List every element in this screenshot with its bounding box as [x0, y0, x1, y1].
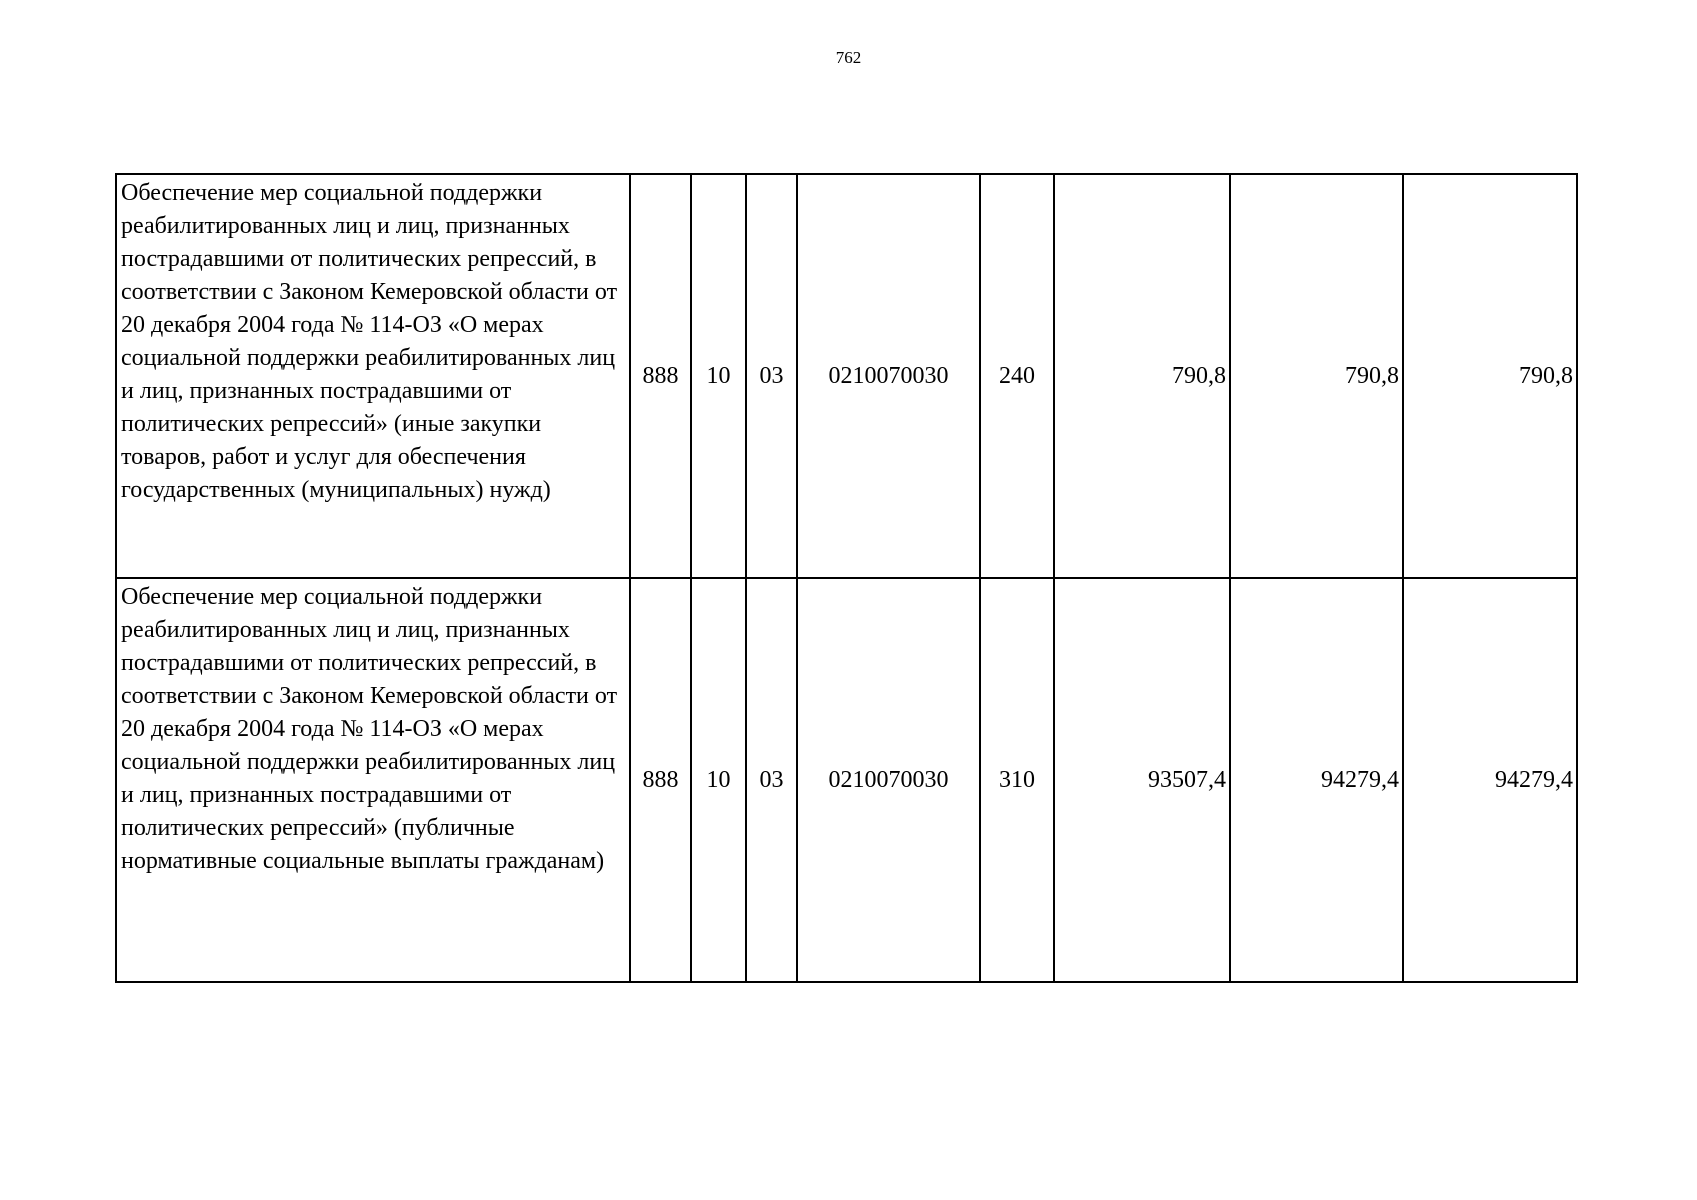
subsection-cell: 03	[746, 174, 797, 578]
expense-type-cell: 310	[980, 578, 1054, 982]
amount-year-2-cell: 790,8	[1230, 174, 1403, 578]
expense-type-cell: 240	[980, 174, 1054, 578]
amount-year-1-cell: 790,8	[1054, 174, 1230, 578]
table-row	[116, 578, 1577, 982]
target-article-cell: 0210070030	[797, 174, 980, 578]
ministry-code-cell: 888	[630, 174, 691, 578]
section-cell: 10	[691, 578, 746, 982]
page-number: 762	[835, 48, 862, 67]
amount-year-3-cell: 94279,4	[1403, 578, 1577, 982]
budget-table	[115, 173, 1578, 983]
ministry-code-cell: 888	[630, 578, 691, 982]
target-article-cell: 0210070030	[797, 578, 980, 982]
table-row	[116, 174, 1577, 578]
subsection-cell: 03	[746, 578, 797, 982]
amount-year-3-cell: 790,8	[1403, 174, 1577, 578]
row-description: Обеспечение мер социальной поддержки реабилитированных лиц и лиц, признанных пострадавшими от политических репрессий, в соответствии с Законом Кемеровской области от 20 декабря 2004 года № 114-ОЗ «О мерах социальной поддержки реабилитированных лиц и лиц, признанных пострадавшими от политических репрессий» (публичные нормативные социальные выплаты гражданам)	[116, 578, 630, 982]
amount-year-1-cell: 93507,4	[1054, 578, 1230, 982]
amount-year-2-cell: 94279,4	[1230, 578, 1403, 982]
section-cell: 10	[691, 174, 746, 578]
row-description: Обеспечение мер социальной поддержки реабилитированных лиц и лиц, признанных пострадавшими от политических репрессий, в соответствии с Законом Кемеровской области от 20 декабря 2004 года № 114-ОЗ «О мерах социальной поддержки реабилитированных лиц и лиц, признанных пострадавшими от политических репрессий» (иные закупки товаров, работ и услуг для обеспечения государственных (муниципальных) нужд)	[116, 174, 630, 578]
